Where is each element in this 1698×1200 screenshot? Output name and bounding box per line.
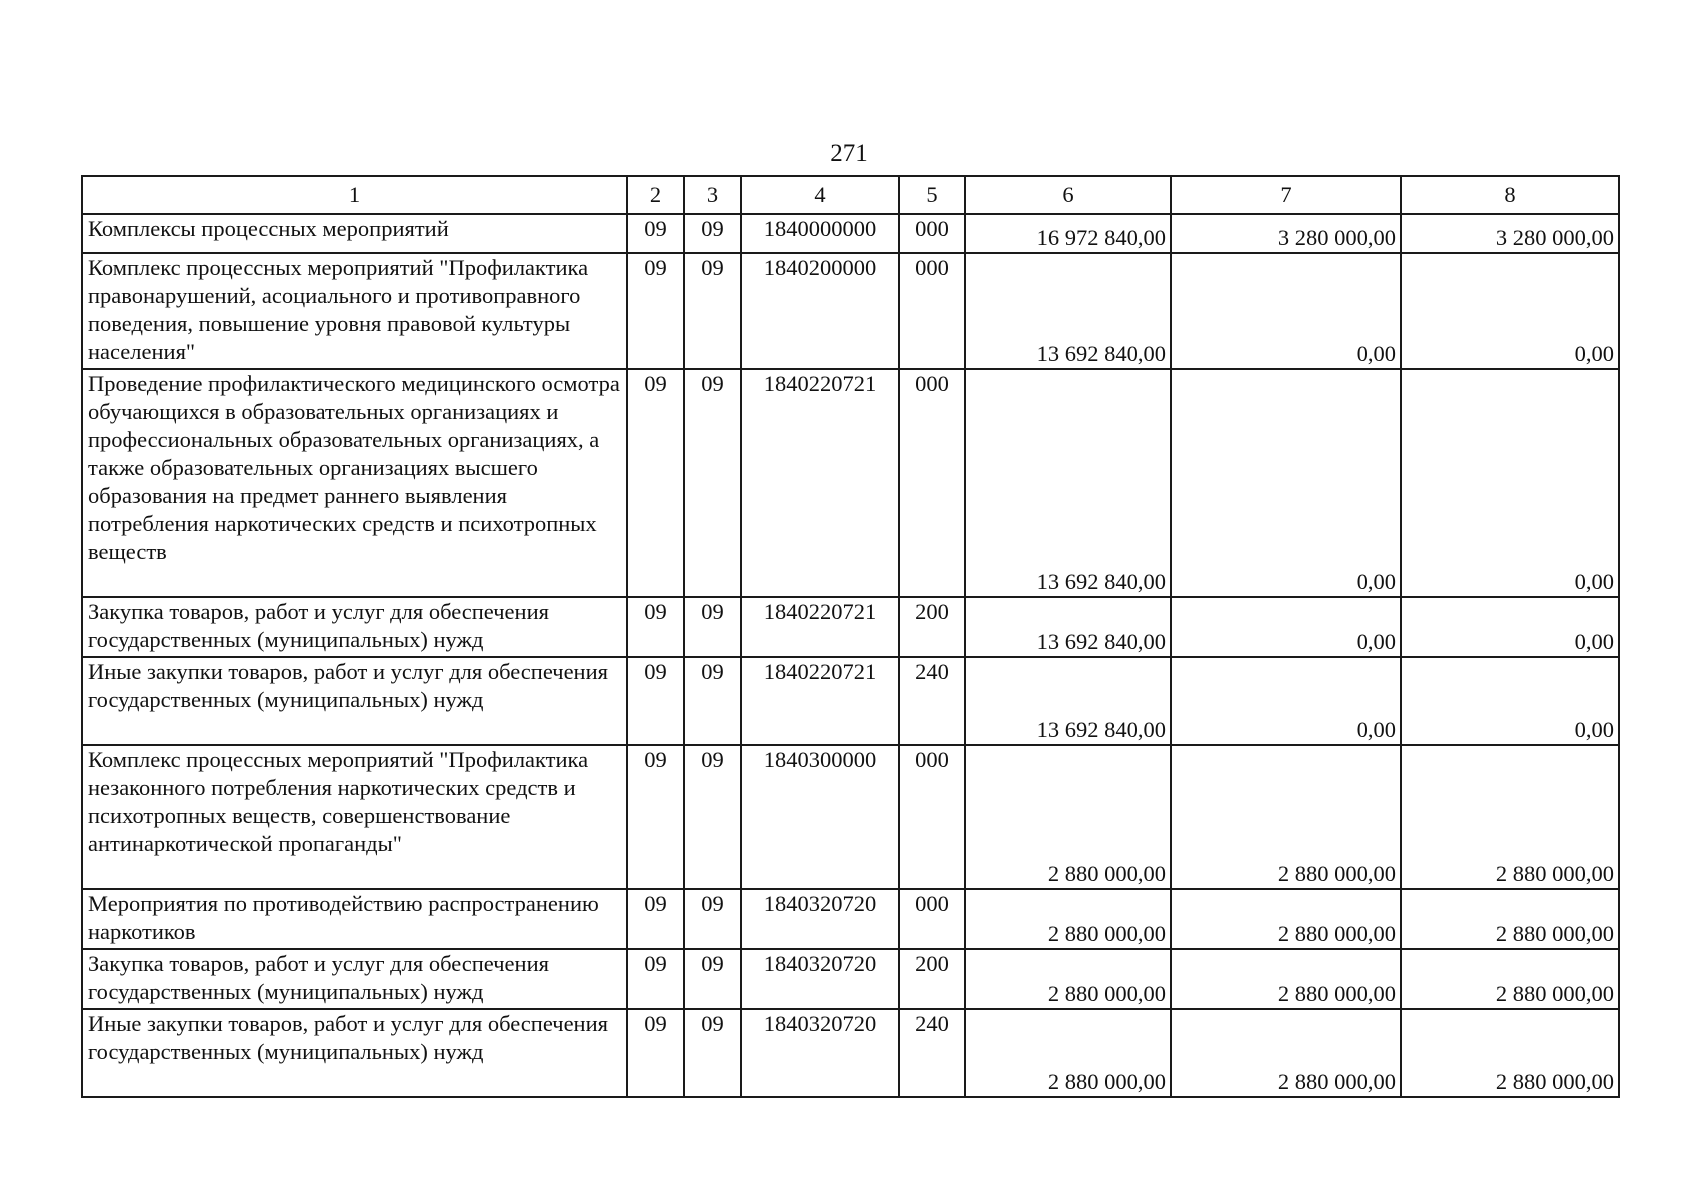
row-target-item-code: 1840320720 [741, 949, 899, 1009]
row-amount-col6: 2 880 000,00 [965, 889, 1171, 949]
row-section-code: 09 [627, 889, 684, 949]
page-number: 271 [830, 140, 868, 167]
row-name: Иные закупки товаров, работ и услуг для обеспечения государственных (муниципальных) нужд [82, 1009, 627, 1097]
row-section-code: 09 [627, 745, 684, 889]
row-name: Закупка товаров, работ и услуг для обеспечения государственных (муниципальных) нужд [82, 949, 627, 1009]
row-amount-col8: 0,00 [1401, 657, 1619, 745]
row-amount-col8: 0,00 [1401, 369, 1619, 597]
column-header-2: 2 [627, 176, 684, 214]
row-section-code: 09 [627, 949, 684, 1009]
row-name: Закупка товаров, работ и услуг для обеспечения государственных (муниципальных) нужд [82, 597, 627, 657]
row-target-item-code: 1840300000 [741, 745, 899, 889]
column-header-8: 8 [1401, 176, 1619, 214]
row-amount-col8: 2 880 000,00 [1401, 949, 1619, 1009]
row-subsection-code: 09 [684, 949, 741, 1009]
row-expense-type-code: 240 [899, 657, 965, 745]
row-section-code: 09 [627, 369, 684, 597]
row-amount-col6: 2 880 000,00 [965, 949, 1171, 1009]
row-amount-col8: 2 880 000,00 [1401, 745, 1619, 889]
row-expense-type-code: 000 [899, 253, 965, 369]
row-amount-col6: 13 692 840,00 [965, 253, 1171, 369]
table-row [82, 657, 1619, 745]
row-target-item-code: 1840320720 [741, 1009, 899, 1097]
row-subsection-code: 09 [684, 657, 741, 745]
row-expense-type-code: 200 [899, 597, 965, 657]
row-amount-col8: 0,00 [1401, 597, 1619, 657]
row-section-code: 09 [627, 657, 684, 745]
row-name: Проведение профилактического медицинского осмотра обучающихся в образовательных организациях и профессиональных образовательных организациях, а также образовательных организациях высшего образования на предмет раннего выявления потребления наркотических средств и психотропных веществ [82, 369, 627, 597]
row-section-code: 09 [627, 597, 684, 657]
row-subsection-code: 09 [684, 369, 741, 597]
row-amount-col8: 2 880 000,00 [1401, 1009, 1619, 1097]
row-amount-col7: 2 880 000,00 [1171, 889, 1401, 949]
row-section-code: 09 [627, 214, 684, 253]
row-expense-type-code: 000 [899, 369, 965, 597]
table-row [82, 1009, 1619, 1097]
table-row [82, 369, 1619, 597]
row-amount-col6: 13 692 840,00 [965, 597, 1171, 657]
row-target-item-code: 1840320720 [741, 889, 899, 949]
row-amount-col6: 13 692 840,00 [965, 369, 1171, 597]
row-amount-col8: 2 880 000,00 [1401, 889, 1619, 949]
row-expense-type-code: 200 [899, 949, 965, 1009]
row-subsection-code: 09 [684, 1009, 741, 1097]
row-section-code: 09 [627, 253, 684, 369]
row-subsection-code: 09 [684, 597, 741, 657]
row-expense-type-code: 000 [899, 214, 965, 253]
row-name: Иные закупки товаров, работ и услуг для обеспечения государственных (муниципальных) нужд [82, 657, 627, 745]
row-amount-col7: 3 280 000,00 [1171, 214, 1401, 253]
row-amount-col8: 3 280 000,00 [1401, 214, 1619, 253]
row-subsection-code: 09 [684, 889, 741, 949]
row-amount-col7: 0,00 [1171, 253, 1401, 369]
row-subsection-code: 09 [684, 214, 741, 253]
column-header-5: 5 [899, 176, 965, 214]
row-target-item-code: 1840000000 [741, 214, 899, 253]
row-target-item-code: 1840220721 [741, 597, 899, 657]
table-row [82, 597, 1619, 657]
row-subsection-code: 09 [684, 253, 741, 369]
row-amount-col7: 2 880 000,00 [1171, 949, 1401, 1009]
row-section-code: 09 [627, 1009, 684, 1097]
row-amount-col7: 0,00 [1171, 369, 1401, 597]
row-amount-col6: 16 972 840,00 [965, 214, 1171, 253]
table-row [82, 253, 1619, 369]
row-amount-col6: 13 692 840,00 [965, 657, 1171, 745]
row-amount-col6: 2 880 000,00 [965, 1009, 1171, 1097]
row-amount-col7: 2 880 000,00 [1171, 745, 1401, 889]
row-subsection-code: 09 [684, 745, 741, 889]
row-target-item-code: 1840200000 [741, 253, 899, 369]
row-amount-col7: 2 880 000,00 [1171, 1009, 1401, 1097]
row-expense-type-code: 240 [899, 1009, 965, 1097]
row-amount-col8: 0,00 [1401, 253, 1619, 369]
row-amount-col7: 0,00 [1171, 597, 1401, 657]
column-header-6: 6 [965, 176, 1171, 214]
row-name: Комплексы процессных мероприятий [82, 214, 627, 253]
row-name: Мероприятия по противодействию распространению наркотиков [82, 889, 627, 949]
table-row [82, 949, 1619, 1009]
column-header-1: 1 [82, 176, 627, 214]
column-header-3: 3 [684, 176, 741, 214]
row-amount-col6: 2 880 000,00 [965, 745, 1171, 889]
row-target-item-code: 1840220721 [741, 369, 899, 597]
table-row [82, 745, 1619, 889]
row-amount-col7: 0,00 [1171, 657, 1401, 745]
column-header-4: 4 [741, 176, 899, 214]
row-name: Комплекс процессных мероприятий "Профилактика правонарушений, асоциального и противоправного поведения, повышение уровня правовой культуры населения" [82, 253, 627, 369]
column-number-row [82, 176, 1619, 214]
table-row [82, 214, 1619, 253]
column-header-7: 7 [1171, 176, 1401, 214]
row-name: Комплекс процессных мероприятий "Профилактика незаконного потребления наркотических средств и психотропных веществ, совершенствование антинаркотической пропаганды" [82, 745, 627, 889]
table-row [82, 889, 1619, 949]
row-target-item-code: 1840220721 [741, 657, 899, 745]
row-expense-type-code: 000 [899, 889, 965, 949]
budget-table [81, 175, 1620, 1098]
row-expense-type-code: 000 [899, 745, 965, 889]
